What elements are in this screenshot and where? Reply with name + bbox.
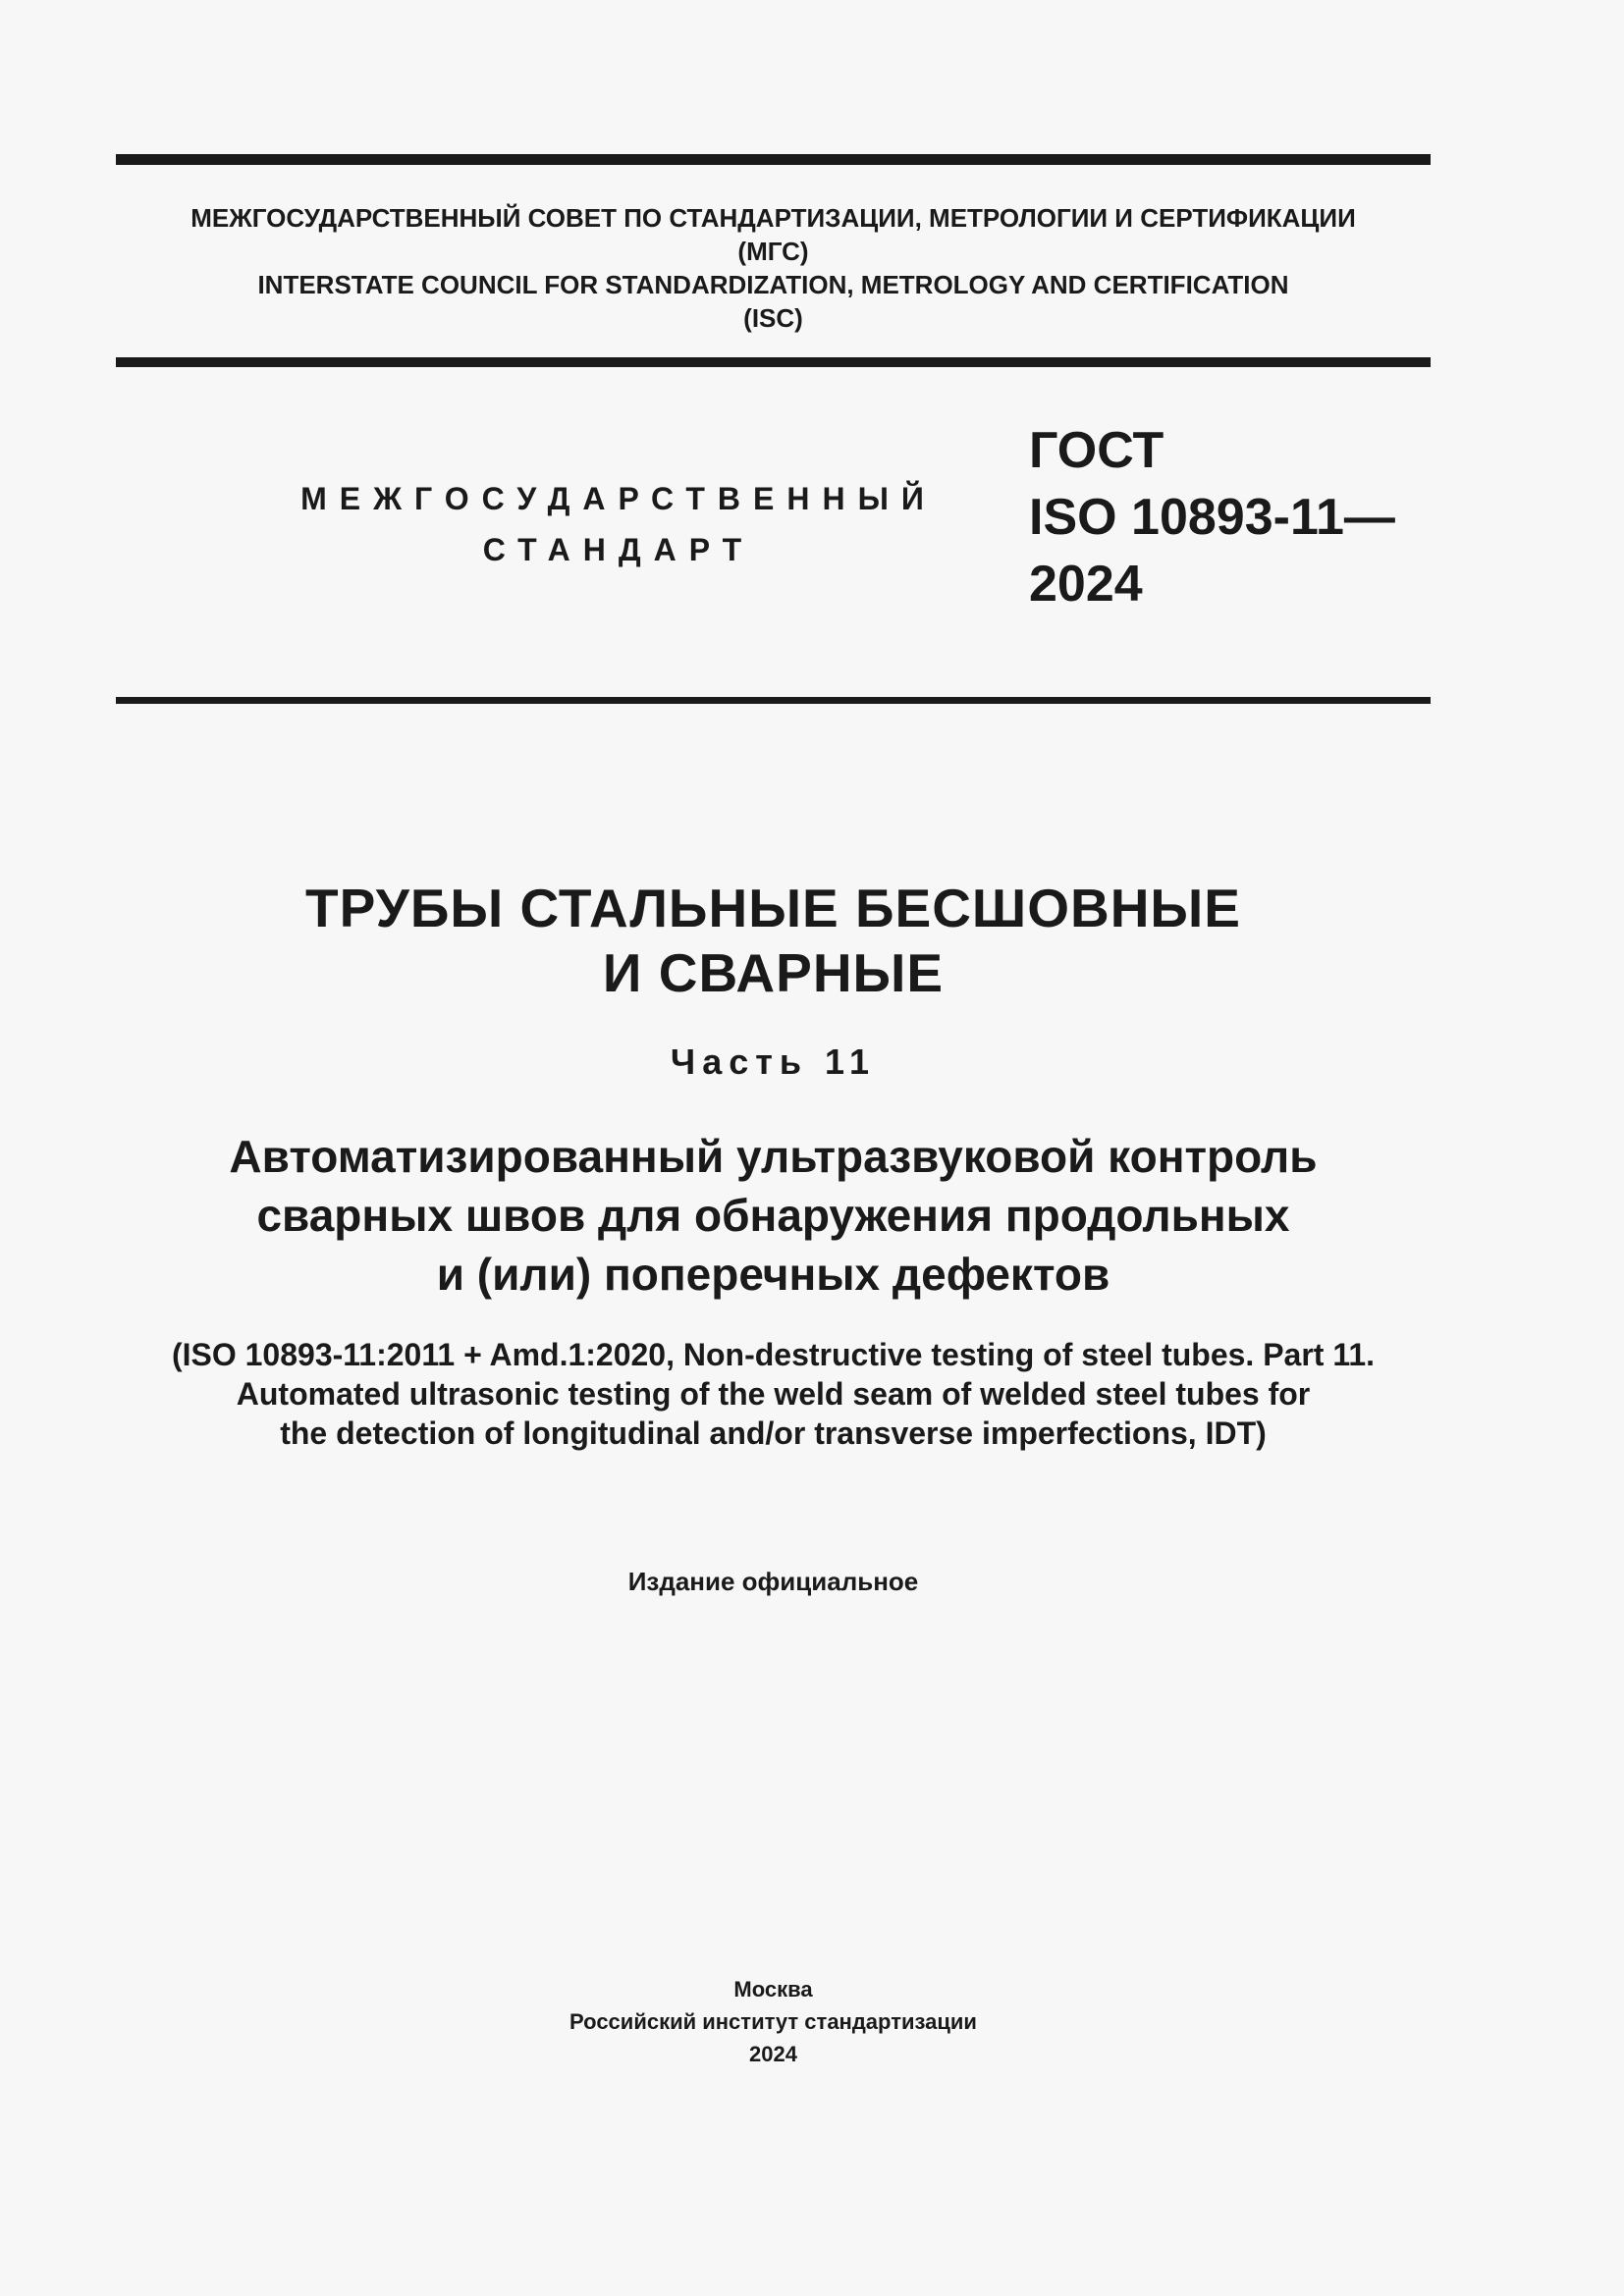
document-subtitle-line-3: и (или) поперечных дефектов: [436, 1249, 1110, 1300]
english-title-line-2: Automated ultrasonic testing of the weld seam of welded steel tubes for: [236, 1376, 1311, 1412]
designation-line-1: ГОСТ: [1029, 422, 1164, 479]
council-abbr-ru: (МГС): [737, 237, 809, 266]
council-abbr-en: (ISC): [743, 303, 803, 333]
imprint-year: 2024: [749, 2042, 797, 2066]
document-title-line-1: ТРУБЫ СТАЛЬНЫЕ БЕСШОВНЫЕ: [305, 878, 1241, 938]
designation-line-3: 2024: [1029, 556, 1143, 613]
standard-type-line-2: СТАНДАРТ: [482, 532, 755, 567]
council-name-en: INTERSTATE COUNCIL FOR STANDARDIZATION, METROLOGY AND CERTIFICATION: [257, 270, 1289, 299]
english-title-line-1: (ISO 10893-11:2011 + Amd.1:2020, Non-destructive testing of steel tubes. Part 11.: [171, 1337, 1376, 1372]
middle-rule: [116, 357, 1431, 367]
document-title: [116, 876, 1431, 1005]
imprint: [116, 1973, 1431, 2070]
council-name-ru: МЕЖГОСУДАРСТВЕННЫЙ СОВЕТ ПО СТАНДАРТИЗАЦИИ, МЕТРОЛОГИИ И СЕРТИФИКАЦИИ: [190, 203, 1356, 233]
english-title: [116, 1335, 1431, 1453]
english-title-line-3: the detection of longitudinal and/or transverse imperfections, IDT): [280, 1415, 1267, 1451]
imprint-city: Москва: [733, 1977, 813, 2002]
standard-type-label: [275, 473, 962, 575]
document-title-line-2: И СВАРНЫЕ: [602, 942, 945, 1003]
document-subtitle: [116, 1127, 1431, 1304]
top-rule: [116, 154, 1431, 165]
bottom-rule: [116, 697, 1431, 704]
edition-note: Издание официальное: [627, 1567, 919, 1596]
standard-type-line-1: МЕЖГОСУДАРСТВЕННЫЙ: [300, 481, 937, 516]
designation-line-2: ISO 10893-11—: [1029, 489, 1395, 546]
document-subtitle-line-2: сварных швов для обнаружения продольных: [256, 1190, 1290, 1241]
council-header: [116, 201, 1431, 335]
imprint-publisher: Российский институт стандартизации: [569, 2009, 977, 2034]
part-number: Часть 11: [670, 1041, 877, 1082]
standard-designation: [1029, 417, 1395, 617]
document-subtitle-line-1: Автоматизированный ультразвуковой контроль: [229, 1131, 1318, 1182]
